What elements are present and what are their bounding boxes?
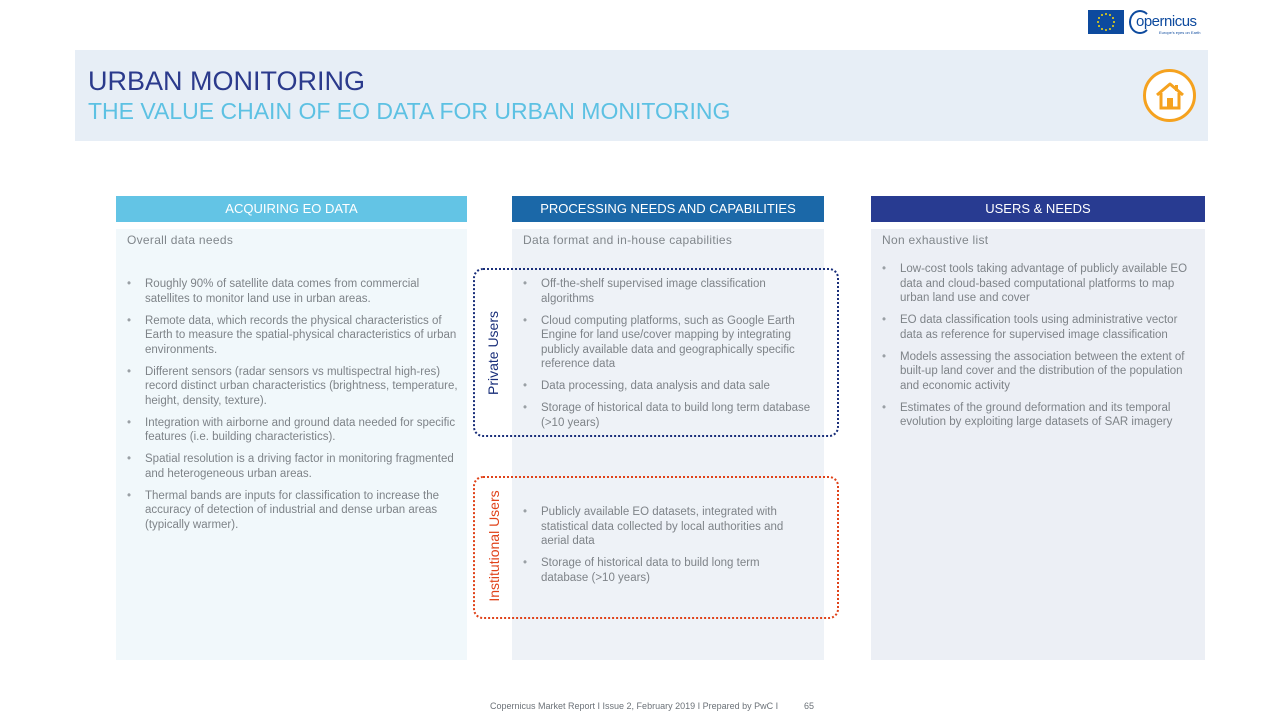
- bullet-item: • Estimates of the ground deformation and its temporal evolution by exploiting large datasets of SAR imagery: [882, 401, 1198, 430]
- bullet-item: • Models assessing the association between the extent of built-up land cover and the distribution of the population and economic activity: [882, 350, 1198, 394]
- private-users-group-box: [473, 268, 839, 437]
- eu-star-icon: [1097, 21, 1099, 23]
- bullet-item: • Publicly available EO datasets, integrated with statistical data collected by local authorities and aerial data: [523, 505, 807, 549]
- bullet-item: • Roughly 90% of satellite data comes from commercial satellites to monitor land use in urban areas.: [127, 277, 461, 306]
- bullet-item: • Storage of historical data to build long term database (>10 years): [523, 401, 815, 430]
- header-band: [75, 50, 1208, 141]
- eu-star-icon: [1105, 13, 1107, 15]
- house-icon: [1143, 69, 1196, 122]
- eu-star-icon: [1112, 17, 1114, 19]
- bullet-item: • EO data classification tools using administrative vector data as reference for supervised image classification: [882, 313, 1198, 342]
- column-subheading-acquiring: Overall data needs: [127, 233, 234, 247]
- bullet-item: • Low-cost tools taking advantage of publicly available EO data and cloud-based computational platforms to map urban land use and cover: [882, 262, 1198, 306]
- bullet-item: • Data processing, data analysis and data sale: [523, 379, 815, 394]
- bullet-item: • Spatial resolution is a driving factor in monitoring fragmented and heterogeneous urban areas.: [127, 452, 461, 481]
- page-title: URBAN MONITORING: [88, 66, 366, 96]
- logo-brand: opernicus: [1136, 13, 1197, 30]
- column-subheading-processing: Data format and in-house capabilities: [523, 233, 733, 247]
- eu-star-icon: [1101, 28, 1103, 30]
- page-number: 65: [804, 701, 815, 711]
- bullet-item: • Integration with airborne and ground data needed for specific features (i.e. building characteristics).: [127, 416, 461, 445]
- users-needs-bullet-list: [882, 262, 1198, 437]
- copernicus-wordmark: [1129, 9, 1204, 37]
- eu-star-icon: [1098, 17, 1100, 19]
- institutional-users-group-box: [473, 476, 839, 619]
- bullet-item: • Thermal bands are inputs for classification to increase the accuracy of detection of industrial and dense urban areas (typically warmer).: [127, 489, 461, 533]
- column-heading-acquiring: ACQUIRING EO DATA: [116, 196, 467, 222]
- bullet-item: • Different sensors (radar sensors vs multispectral high-res) record distinct urban characteristics (brightness, temperature, height, density, texture).: [127, 365, 461, 409]
- footer-text: Copernicus Market Report I Issue 2, February 2019 I Prepared by PwC I: [490, 701, 779, 711]
- eu-star-icon: [1098, 25, 1100, 27]
- column-subheading-users: Non exhaustive list: [882, 233, 989, 247]
- eu-star-icon: [1109, 28, 1111, 30]
- bullet-item: • Storage of historical data to build long term database (>10 years): [523, 556, 807, 585]
- institutional-users-label: Institutional Users: [486, 490, 502, 602]
- bullet-item: • Off-the-shelf supervised image classification algorithms: [523, 277, 815, 306]
- page-subtitle: THE VALUE CHAIN OF EO DATA FOR URBAN MONITORING: [88, 98, 731, 124]
- eu-star-icon: [1109, 14, 1111, 16]
- eu-star-icon: [1101, 14, 1103, 16]
- logo-tagline: Europe's eyes on Earth: [1159, 30, 1201, 35]
- eu-star-icon: [1105, 29, 1107, 31]
- column-heading-processing: PROCESSING NEEDS AND CAPABILITIES: [512, 196, 824, 222]
- private-users-label: Private Users: [485, 310, 501, 396]
- copernicus-logo: [1088, 9, 1204, 37]
- eu-flag-icon: [1088, 10, 1124, 34]
- bullet-item: • Cloud computing platforms, such as Google Earth Engine for land use/cover mapping by integrating publicly available data and geographically specific reference data: [523, 314, 815, 372]
- acquiring-bullet-list: [127, 277, 461, 540]
- column-heading-users: USERS & NEEDS: [871, 196, 1205, 222]
- eu-star-icon: [1113, 21, 1115, 23]
- bullet-item: • Remote data, which records the physical characteristics of Earth to measure the spatial-physical characteristics of urban environments.: [127, 314, 461, 358]
- eu-star-icon: [1112, 25, 1114, 27]
